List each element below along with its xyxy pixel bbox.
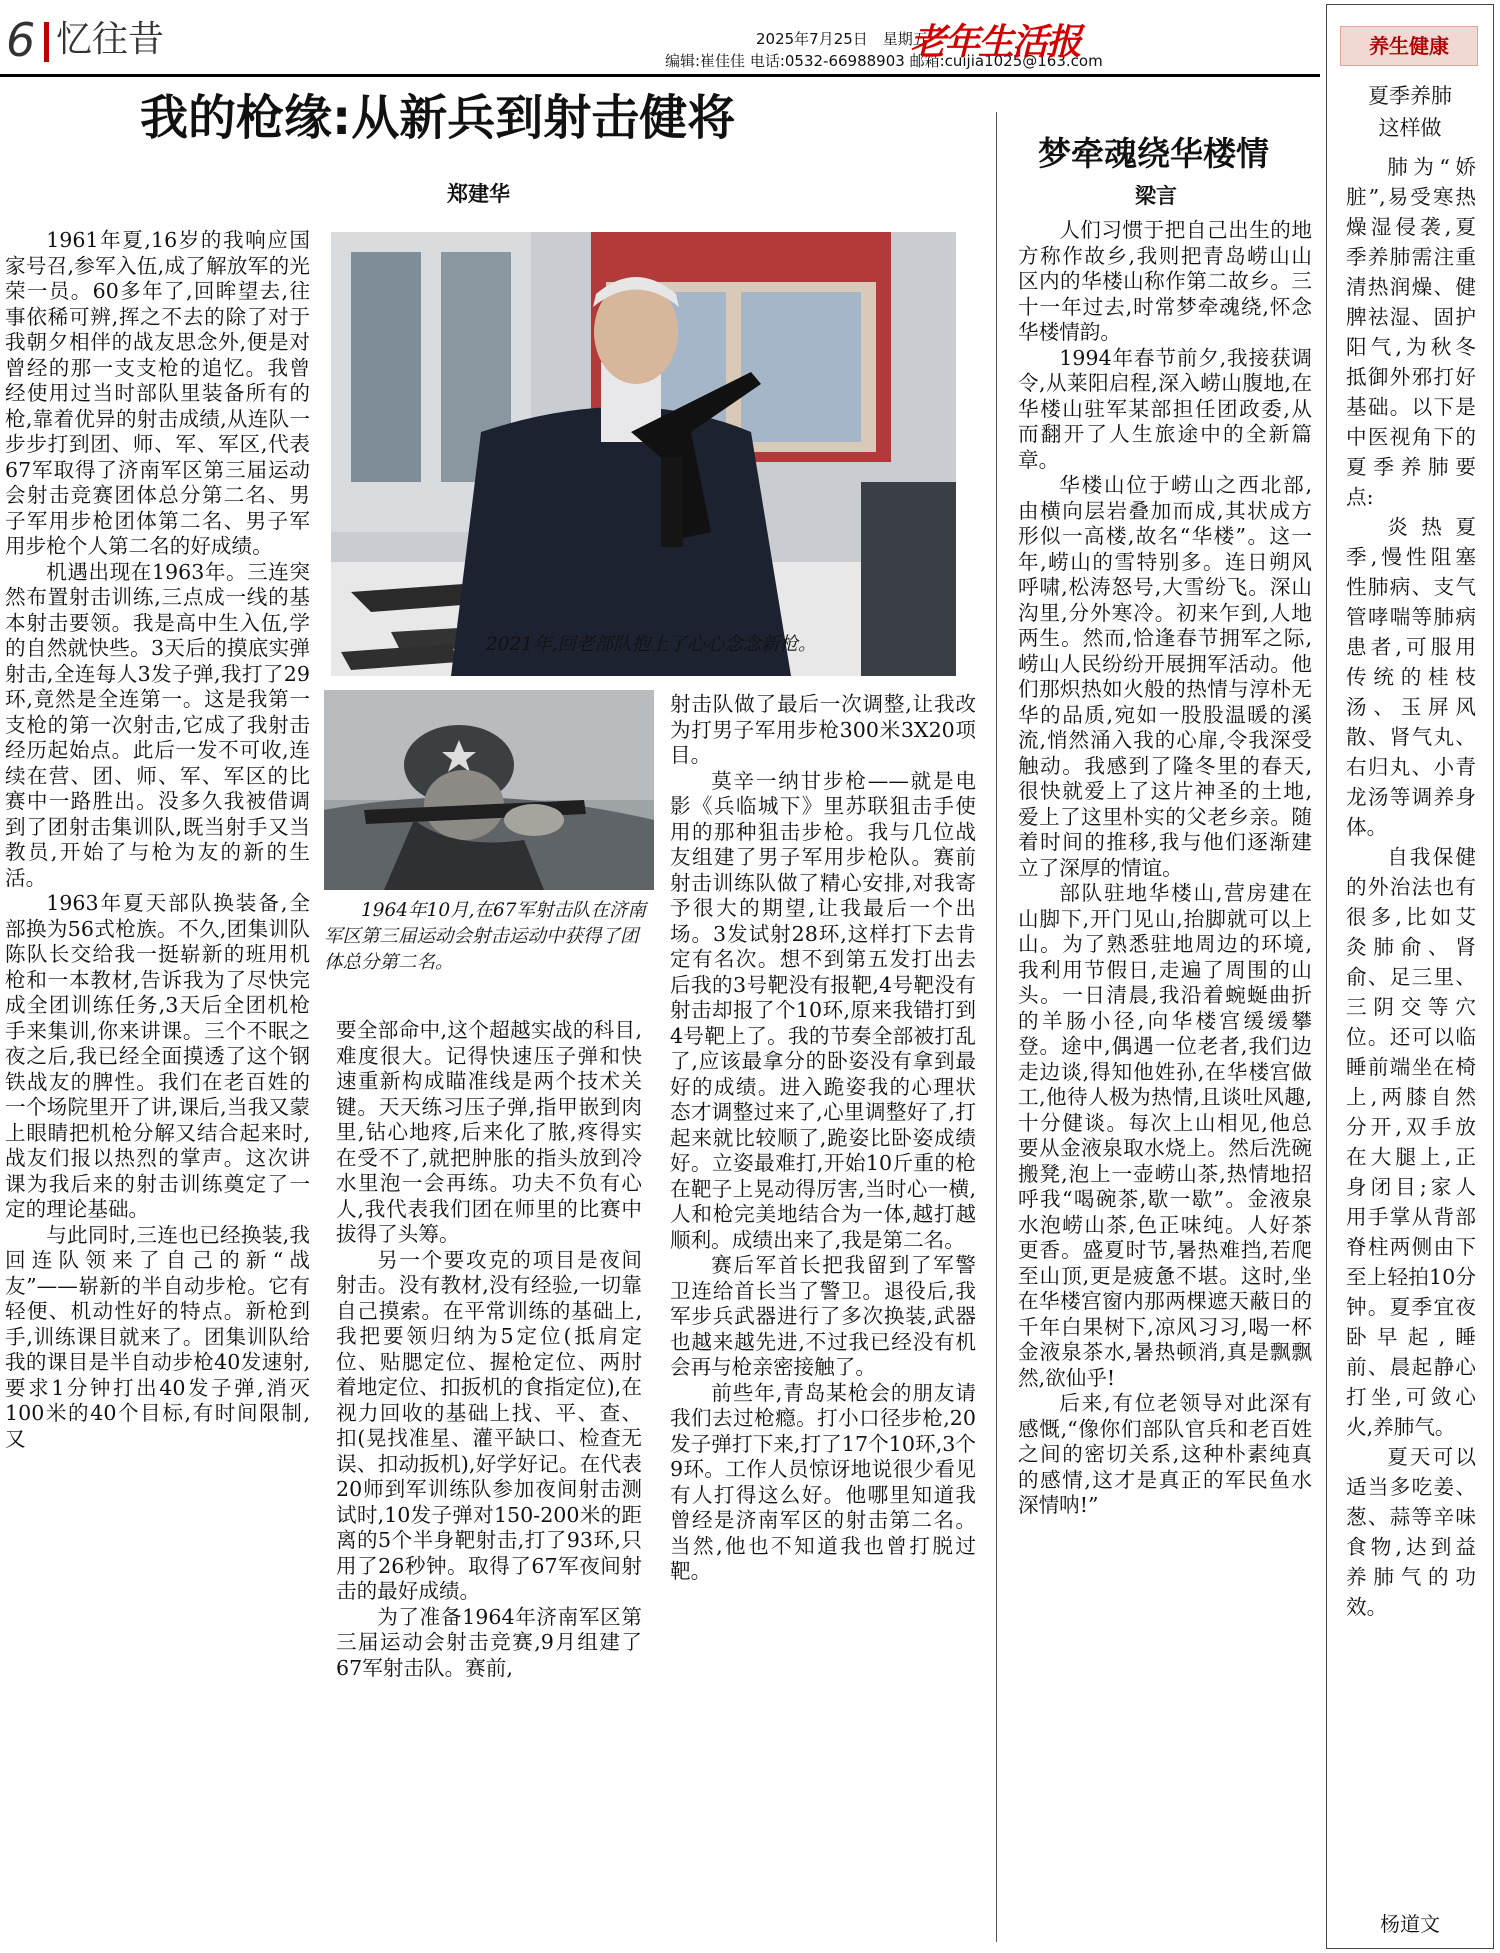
paragraph: 1961年夏,16岁的我响应国家号召,参军入伍,成了解放军的光荣一员。60多年了,回眸望去,往事依稀可辨,挥之不去的除了对于我朝夕相伴的战友思念外,便是对曾经的那一支支枪的追忆。我曾经使用过当时部队里装备所有的枪,靠着优异的射击成绩,从连队一步步打到团、师、军、军区,代表67军取得了济南军区第三届运动会射击竞赛团体总分第二名、男子军用步枪团体第二名、男子军用步枪个人第二名的好成绩。 — [5, 228, 310, 558]
section-divider — [44, 22, 49, 62]
sidebar-author: 杨道文 — [1380, 1912, 1440, 1936]
article2-body — [1018, 218, 1312, 1519]
header-rule — [0, 74, 1320, 77]
paragraph: 射击队做了最后一次调整,让我改为打男子军用步枪300米3X20项目。 — [670, 692, 976, 767]
paragraph: 1963年夏天部队换装备,全部换为56式枪族。不久,团集训队陈队长交给我一挺崭新的班用机枪和一本教材,告诉我为了尽快完成全团训练任务,3天后全团机枪手来集训,你来讲课。三个不眠之夜之后,我已经全面摸透了这个钢铁战友的脾性。我们在老百姓的一个场院里开了讲,课后,当我又蒙上眼睛把机枪分解又结合起来时,战友们报以热烈的掌声。这次讲课为我后来的射击训练奠定了一定的理论基础。 — [5, 891, 310, 1221]
newspaper-logo: 老年生活报 — [910, 21, 1081, 63]
paragraph: 自我保健的外治法也有很多,比如艾灸肺俞、肾俞、足三里、三阴交等穴位。还可以临睡前端坐在椅上,两膝自然分开,双手放在大腿上,正身闭目;家人用手掌从背部脊柱两侧由下至上轻拍10分钟。夏季宜夜卧早起,睡前、晨起静心打坐,可敛心火,养肺气。 — [1346, 845, 1476, 1439]
photo1-caption: 2021年,回老部队抱上了心心念念新枪。 — [486, 634, 817, 655]
paragraph: 肺为“娇脏”,易受寒热燥湿侵袭,夏季养肺需注重清热润燥、健脾祛湿、固护阳气,为秋冬抵御外邪打好基础。以下是中医视角下的夏季养肺要点: — [1346, 155, 1476, 509]
photo-soldier-aiming — [324, 690, 654, 890]
photo-veteran-with-rifle — [331, 232, 956, 676]
photo2-caption — [324, 898, 654, 976]
paragraph: 华楼山位于崂山之西北部,由横向层岩叠加而成,其状成方形似一高楼,故名“华楼”。这一年,崂山的雪特别多。连日朔风呼啸,松涛怒号,大雪纷飞。深山沟里,分外寒冷。初来乍到,人地两生。然而,恰逢春节拥军之际,崂山人民纷纷开展拥军活动。他们那炽热如火般的热情与淳朴无华的品质,宛如一股股温暖的溪流,悄然涌入我的心扉,令我深受触动。我感到了隆冬里的春天,很快就爱上了这片神圣的土地,爱上了这里朴实的父老乡亲。随着时间的推移,我与他们逐渐建立了深厚的情谊。 — [1018, 473, 1312, 880]
article1-column-3 — [670, 692, 976, 1585]
article2-title: 梦牵魂绕华楼情 — [1038, 134, 1269, 173]
paragraph: 后来,有位老领导对此深有感慨,“像你们部队官兵和老百姓之间的密切关系,这种朴素纯真的感情,这才是真正的军民鱼水深情呐!” — [1018, 1391, 1312, 1517]
paragraph: 机遇出现在1963年。三连突然布置射击训练,三点成一线的基本射击要领。我是高中生入伍,学的自然就快些。3天后的摸底实弹射击,全连每人3发子弹,我打了29环,竟然是全连第一。这是我第一支枪的第一次射击,它成了我射击经历起始点。此后一发不可收,连续在营、团、师、军、军区的比赛中一路胜出。没多久我被借调到了团射击集训队,既当射手又当教员,开始了与枪为友的新的生活。 — [5, 559, 310, 890]
paragraph: 部队驻地华楼山,营房建在山脚下,开门见山,抬脚就可以上山。为了熟悉驻地周边的环境,我利用节假日,走遍了周围的山头。一日清晨,我沿着蜿蜒曲折的羊肠小径,向华楼宫缓缓攀登。途中,偶遇一位老者,我们边走边谈,得知他姓孙,在华楼宫做工,他待人极为热情,且谈吐风趣,十分健谈。每次上山相见,他总要从金液泉取水烧上。然后洗碗搬凳,泡上一壶崂山茶,热情地招呼我“喝碗茶,歇一歇”。金液泉水泡崂山茶,色正味纯。人好茶更香。盛夏时节,暑热难挡,若爬至山顶,更是疲惫不堪。这时,坐在华楼宫窗内那两棵遮天蔽日的千年白果树下,凉风习习,喝一杯金液泉茶水,暑热顿消,真是飘飘然,欲仙乎! — [1018, 881, 1312, 1390]
paragraph: 另一个要攻克的项目是夜间射击。没有教材,没有经验,一切靠自己摸索。在平常训练的基础上,我把要领归纳为5定位(抵肩定位、贴腮定位、握枪定位、两肘着地定位、扣扳机的食指定位),在视力回收的基础上找、平、查、扣(晃找准星、灌平缺口、检查无误、扣动扳机),好学好记。在代表20师到军训练队参加夜间射击测试时,10发子弹对150-200米的距离的5个半身靶射击,打了93环,只用了26秒钟。取得了67军夜间射击的最好成绩。 — [336, 1247, 642, 1603]
paragraph: 前些年,青岛某枪会的朋友请我们去过枪瘾。打小口径步枪,20发子弹打下来,打了17个10环,3个9环。工作人员惊讶地说很少看见有人打得这么好。他哪里知道我曾经是济南军区的射击第二名。当然,他也不知道我也曾打脱过靶。 — [670, 1380, 976, 1583]
section-name: 忆往昔 — [56, 19, 165, 60]
paragraph: 1994年春节前夕,我接获调令,从莱阳启程,深入崂山腹地,在华楼山驻军某部担任团政委,从而翻开了人生旅途中的全新篇章。 — [1018, 345, 1312, 472]
paragraph: 炎热夏季,慢性阻塞性肺病、支气管哮喘等肺病患者,可服用传统的桂枝汤、玉屏风散、肾气丸、右归丸、小青龙汤等调养身体。 — [1346, 515, 1476, 839]
article1-title: 我的枪缘:从新兵到射击健将 — [140, 90, 736, 146]
article1-author: 郑建华 — [447, 182, 510, 206]
page-header — [0, 0, 1500, 80]
article1-column-2 — [336, 1018, 642, 1681]
page-number: 6 — [6, 13, 36, 67]
photo2-icon — [324, 690, 654, 890]
paragraph: 夏天可以适当多吃姜、葱、蒜等辛味食物,达到益养肺气的功效。 — [1346, 1445, 1476, 1619]
paragraph: 要全部命中,这个超越实战的科目,难度很大。记得快速压子弹和快速重新构成瞄准线是两个技术关键。天天练习压子弹,指甲嵌到肉里,钻心地疼,后来化了脓,疼得实在受不了,就把肿胀的指头放到冷水里泡一会再练。功夫不负有心人,我代表我们团在师里的比赛中拔得了头筹。 — [336, 1018, 642, 1246]
paragraph: 为了准备1964年济南军区第三届运动会射击竞赛,9月组建了67军射击队。赛前, — [336, 1604, 642, 1680]
paragraph: 与此同时,三连也已经换装,我回连队领来了自己的新“战友”——崭新的半自动步枪。它有轻便、机动性好的特点。新枪到手,训练课目就来了。团集训队给我的课目是半自动步枪40发速射,要求1分钟打出40发子弹,消灭100米的40个目标,有时间限制,又 — [5, 1222, 310, 1451]
sidebar-title — [1340, 80, 1480, 144]
paragraph: 赛后军首长把我留到了军警卫连给首长当了警卫。退役后,我军步兵武器进行了多次换装,武器也越来越先进,不过我已经没有机会再与枪亲密接触了。 — [670, 1253, 976, 1379]
sidebar-title-line2: 这样做 — [1378, 116, 1442, 140]
paragraph: 人们习惯于把自己出生的地方称作故乡,我则把青岛崂山山区内的华楼山称作第二故乡。三十一年过去,时常梦牵魂绕,怀念华楼情韵。 — [1018, 218, 1312, 344]
sidebar-title-line1: 夏季养肺 — [1368, 84, 1452, 108]
column-divider — [996, 112, 997, 1942]
article2-author: 梁言 — [1135, 184, 1177, 208]
sidebar-body — [1346, 152, 1476, 1622]
paragraph: 莫辛一纳甘步枪——就是电影《兵临城下》里苏联狙击手使用的那种狙击步枪。我与几位战友组建了男子军用步枪队。赛前射击训练队做了精心安排,对我寄予很大的期望,让我最后一个出场。3发试射28环,这样打下去肯定有名次。想不到第五发打出去后我的3号靶没有报靶,4号靶没有射击却报了个10环,原来我错打到4号靶上了。我的节奏全部被打乱了,应该最拿分的卧姿没有拿到最好的成绩。进入跪姿我的心理状态才调整过来了,心里调整好了,打起来就比较顺了,跪姿比卧姿成绩好。立姿最难打,开始10斤重的枪在靶子上晃动得厉害,当时心一横,人和枪完美地结合为一体,越打越顺利。成绩出来了,我是第二名。 — [670, 768, 976, 1252]
photo1-icon — [331, 232, 956, 676]
editor-info: 编辑:崔佳佳 电话:0532-66988903 邮箱:cuijia1025@163.com — [665, 52, 1103, 70]
photo2-caption-text: 1964年10月,在67军射击队在济南军区第三届运动会射击运动中获得了团体总分第二名。 — [324, 900, 647, 973]
issue-date: 2025年7月25日 星期五 — [756, 30, 928, 48]
sidebar-tag: 养生健康 — [1340, 26, 1478, 66]
article1-column-1 — [5, 228, 310, 1452]
